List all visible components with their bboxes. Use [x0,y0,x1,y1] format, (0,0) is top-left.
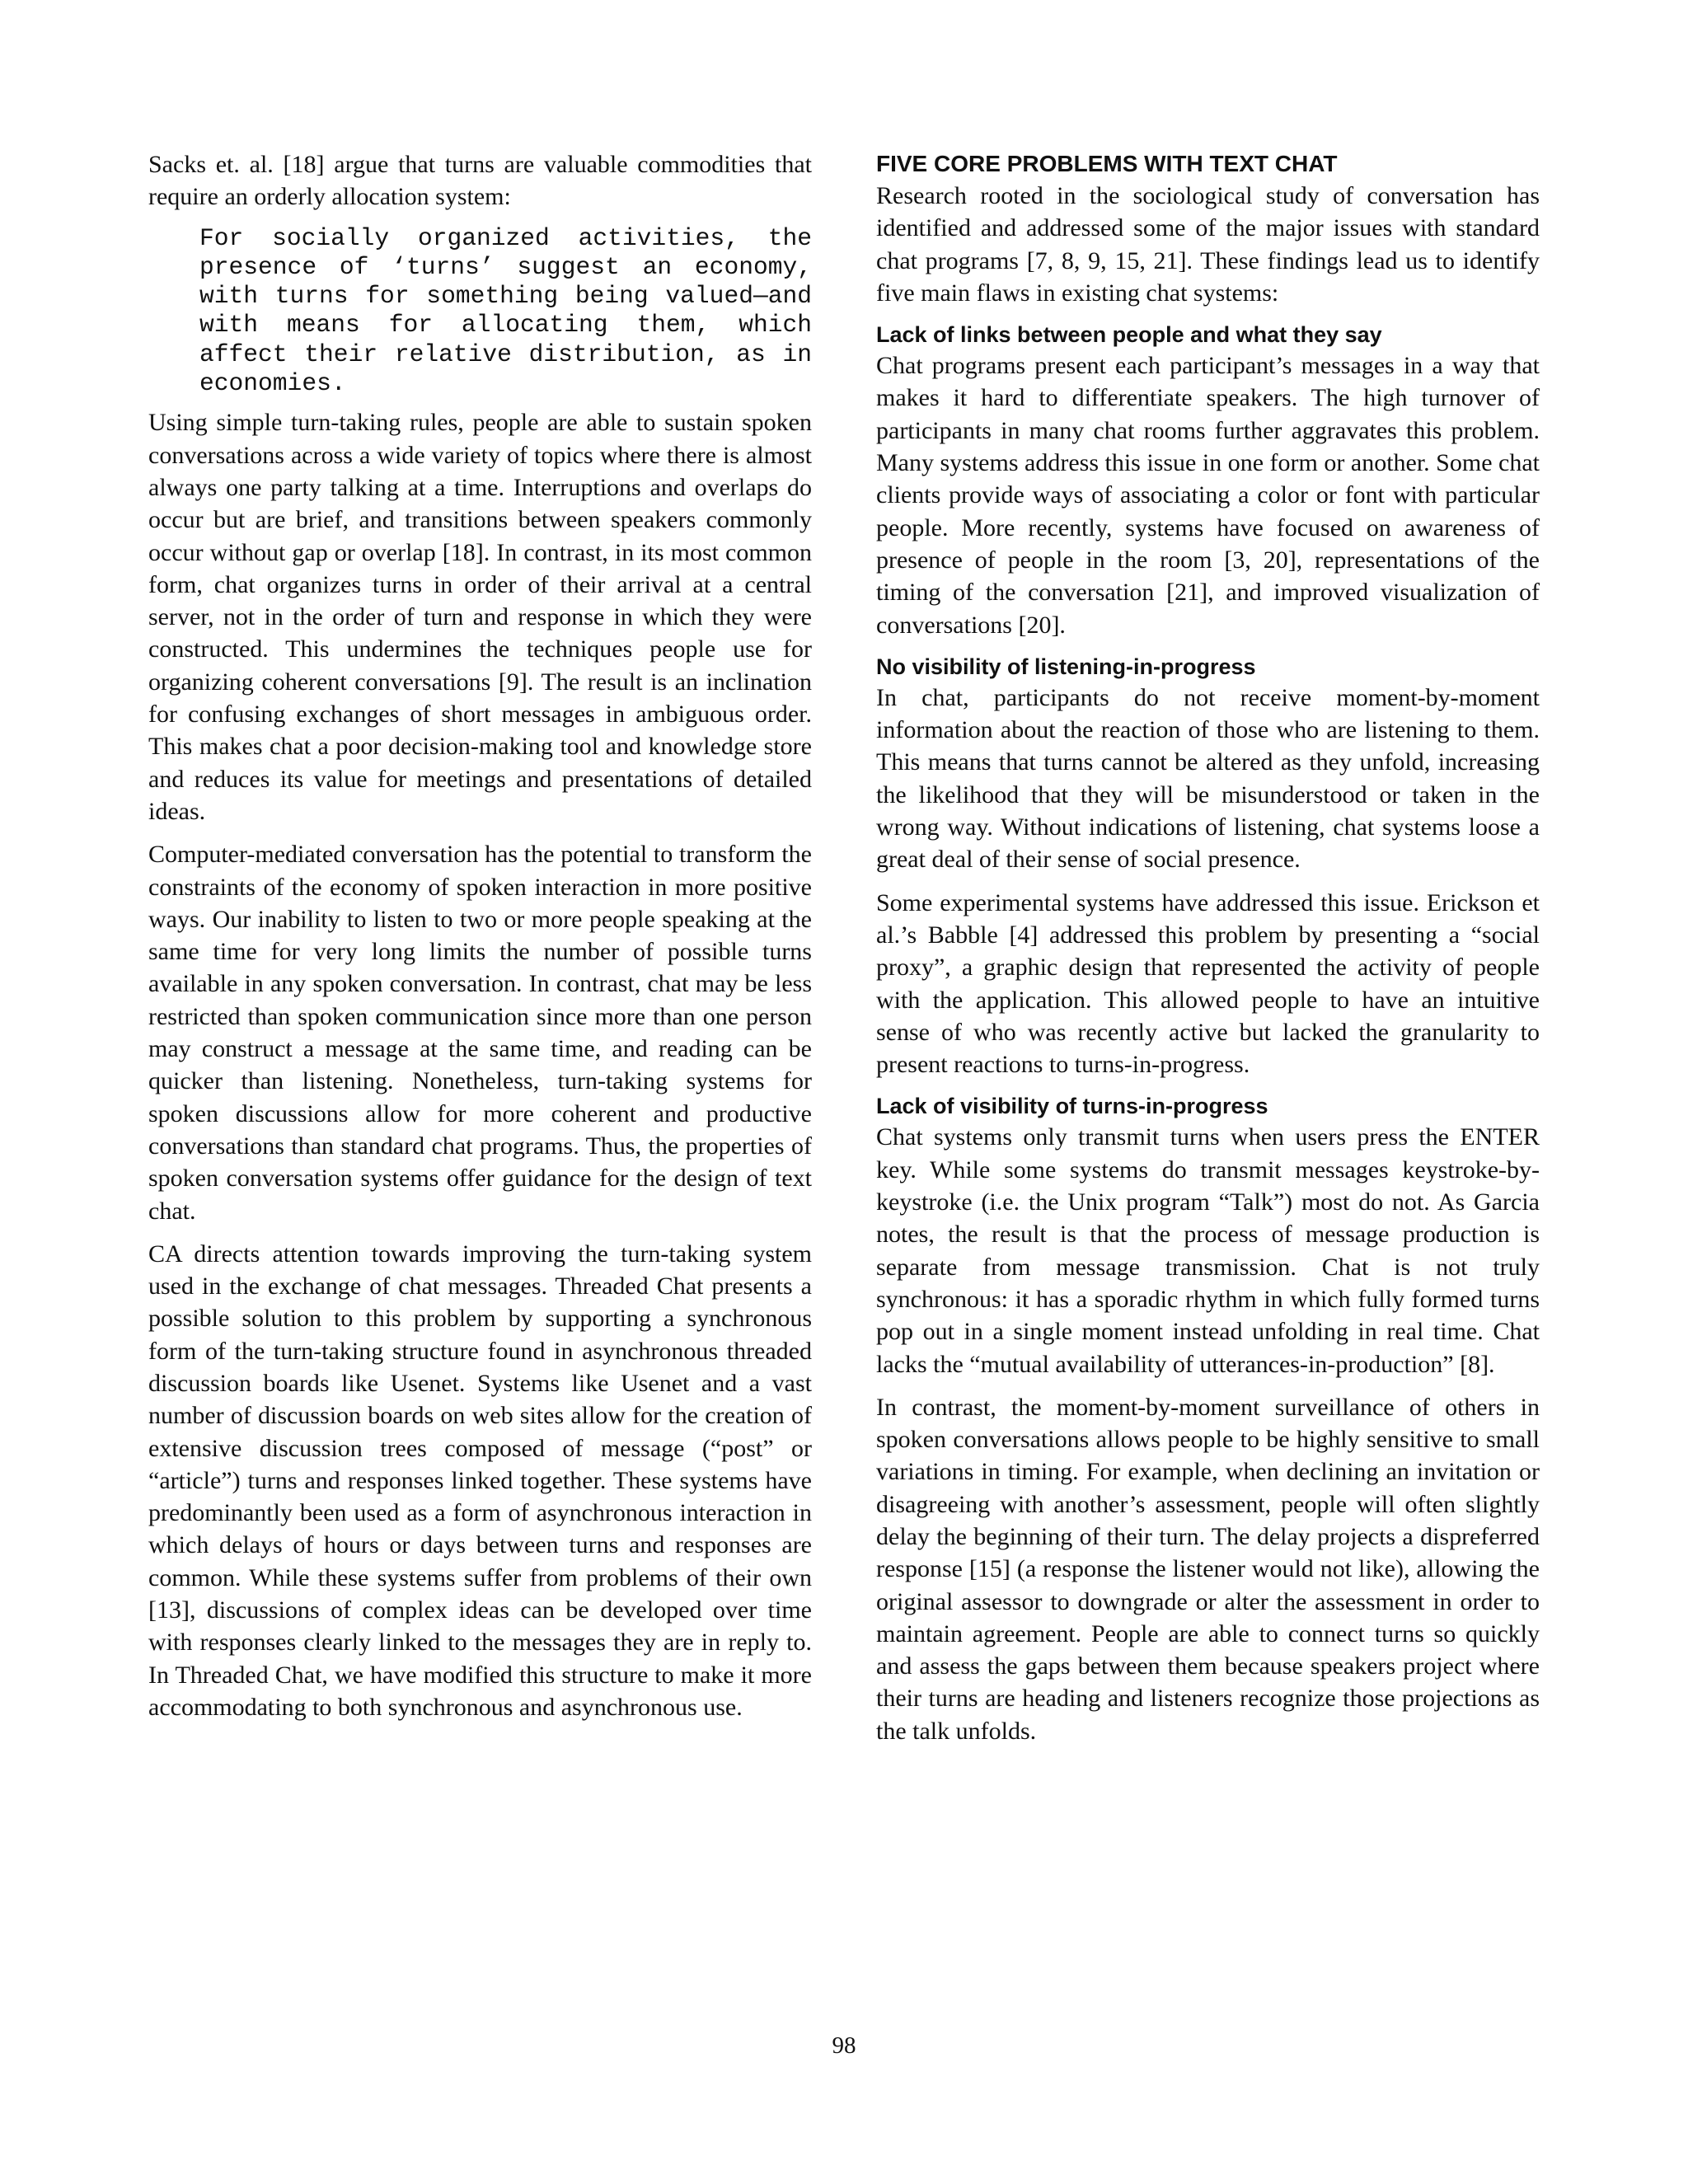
paragraph-research-intro: Research rooted in the sociological study of conversation has identified and addressed some of the major issues with standard chat programs [7, 8, 9, 15, 21]. These findings lead us to identify five main flaws in existing chat systems: [876,182,1540,307]
paragraph-listening: In chat, participants do not receive moment-by-moment information about the reaction of those who are listening to them. This means that turns cannot be altered as they unfold, increasing the likelihood that they will be misunderstood or taken in the wrong way. Without indications of listening, chat systems loose a great deal of their sense of social presence. [876,683,1540,874]
paragraph-turn-taking-rules: Using simple turn-taking rules, people are able to sustain spoken conversations across a wide variety of topics where there is almost always one party talking at a time. Interruptions and overlaps do occur but are brief, and transitions between speakers commonly occur without gap or overlap [18]. In contrast, in its most common form, chat organizes turns in order of their arrival at a central server, not in the order of turn and response in which they were constructed. This undermines the techniques people use for organizing coherent conversations [9]. The result is an inclination for confusing exchanges of short messages in ambiguous order. This makes chat a poor decision-making tool and knowledge store and reduces its value for meetings and presentations of detailed ideas. [148,409,812,825]
page-number: 98 [832,2032,856,2059]
paragraph-links: Chat programs present each participant’s messages in a way that makes it hard to differentiate speakers. The high turnover of participants in many chat rooms further aggravates this problem. Many systems address this issue in one form or another. Some chat clients provide ways of associating a color or font with particular people. More recently, systems have focused on awareness of presence of people in the room [3, 20], representations of the timing of the conversation [21], and improved visualization of conversations [20]. [876,352,1540,639]
paragraph-turns: Chat systems only transmit turns when users press the ENTER key. While some systems do transmit messages keystroke-by-keystroke (i.e. the Unix program “Talk”) most do not. As Garcia notes, the result is that the process of message production is separate from message transmission. Chat is not truly synchronous: it has a sporadic rhythm in which fully formed turns pop out in a single moment instead unfolding in real time. Chat lacks the “mutual availability of utterances-in-production” [8]. [876,1123,1540,1378]
paragraph-sacks-intro: Sacks et. al. [18] argue that turns are valuable commodities that require an orderly allocation system: [148,151,812,211]
subsection-heading-listening: No visibility of listening-in-progress [876,654,1256,679]
paragraph-ca-directs: CA directs attention towards improving the turn-taking system used in the exchange of chat messages. Threaded Chat presents a possible solution to this problem by supporting a synchronous form of the turn-taking structure found in asynchronous threaded discussion boards like Usenet. Systems like Usenet and a vast number of discussion boards on web sites allow for the creation of extensive discussion trees composed of message (“post” or “article”) turns and responses linked together. These systems have predominantly been used as a form of asynchronous interaction in which delays of hours or days between turns and responses are common. While these systems suffer from problems of their own [13], discussions of complex ideas can be developed over time with responses clearly linked to the messages they are in reply to. In Threaded Chat, we have modified this structure to make it more accommodating to both synchronous and asynchronous use. [148,1240,812,1721]
right-column [876,148,1540,1758]
paragraph-surveillance: In contrast, the moment-by-moment surveillance of others in spoken conversations allows people to be highly sensitive to small variations in timing. For example, when declining an invitation or disagreeing with another’s assessment, people will often slightly delay the beginning of their turn. The delay projects a dispreferred response [15] (a response the listener would not like), allowing the original assessor to downgrade or alter the assessment in order to maintain agreement. People are able to connect turns so quickly and assess the gaps between them because speakers project where their turns are heading and listeners recognize those projections as the talk unfolds. [876,1393,1540,1745]
block-quote: For socially organized activities, the presence of ‘turns’ suggest an economy, with turns for something being valued—and with means for allocating them, which affect their relative distribution, as in economies. [199,223,812,398]
paragraph-computer-mediated: Computer-mediated conversation has the potential to transform the constraints of the economy of spoken interaction in more positive ways. Our inability to listen to two or more people speaking at the same time for very long limits the number of possible turns available in any spoken conversation. In contrast, chat may be less restricted than spoken communication since more than one person may construct a message at the same time, and reading can be quicker than listening. Nonetheless, turn-taking systems for spoken discussions allow for more coherent and productive conversations than standard chat programs. Thus, the properties of spoken conversation systems offer guidance for the design of text chat. [148,841,812,1225]
paragraph-babble: Some experimental systems have addressed this issue. Erickson et al.’s Babble [4] addressed this problem by presenting a “social proxy”, a graphic design that represented the activity of people with the application. This allowed people to have an intuitive sense of who was recently active but lacked the granularity to present reactions to turns-in-progress. [876,888,1540,1079]
left-column [148,148,812,1734]
subsection-heading-turns: Lack of visibility of turns-in-progress [876,1094,1268,1119]
subsection-heading-links: Lack of links between people and what they say [876,322,1382,348]
section-heading: FIVE CORE PROBLEMS WITH TEXT CHAT [876,151,1338,176]
